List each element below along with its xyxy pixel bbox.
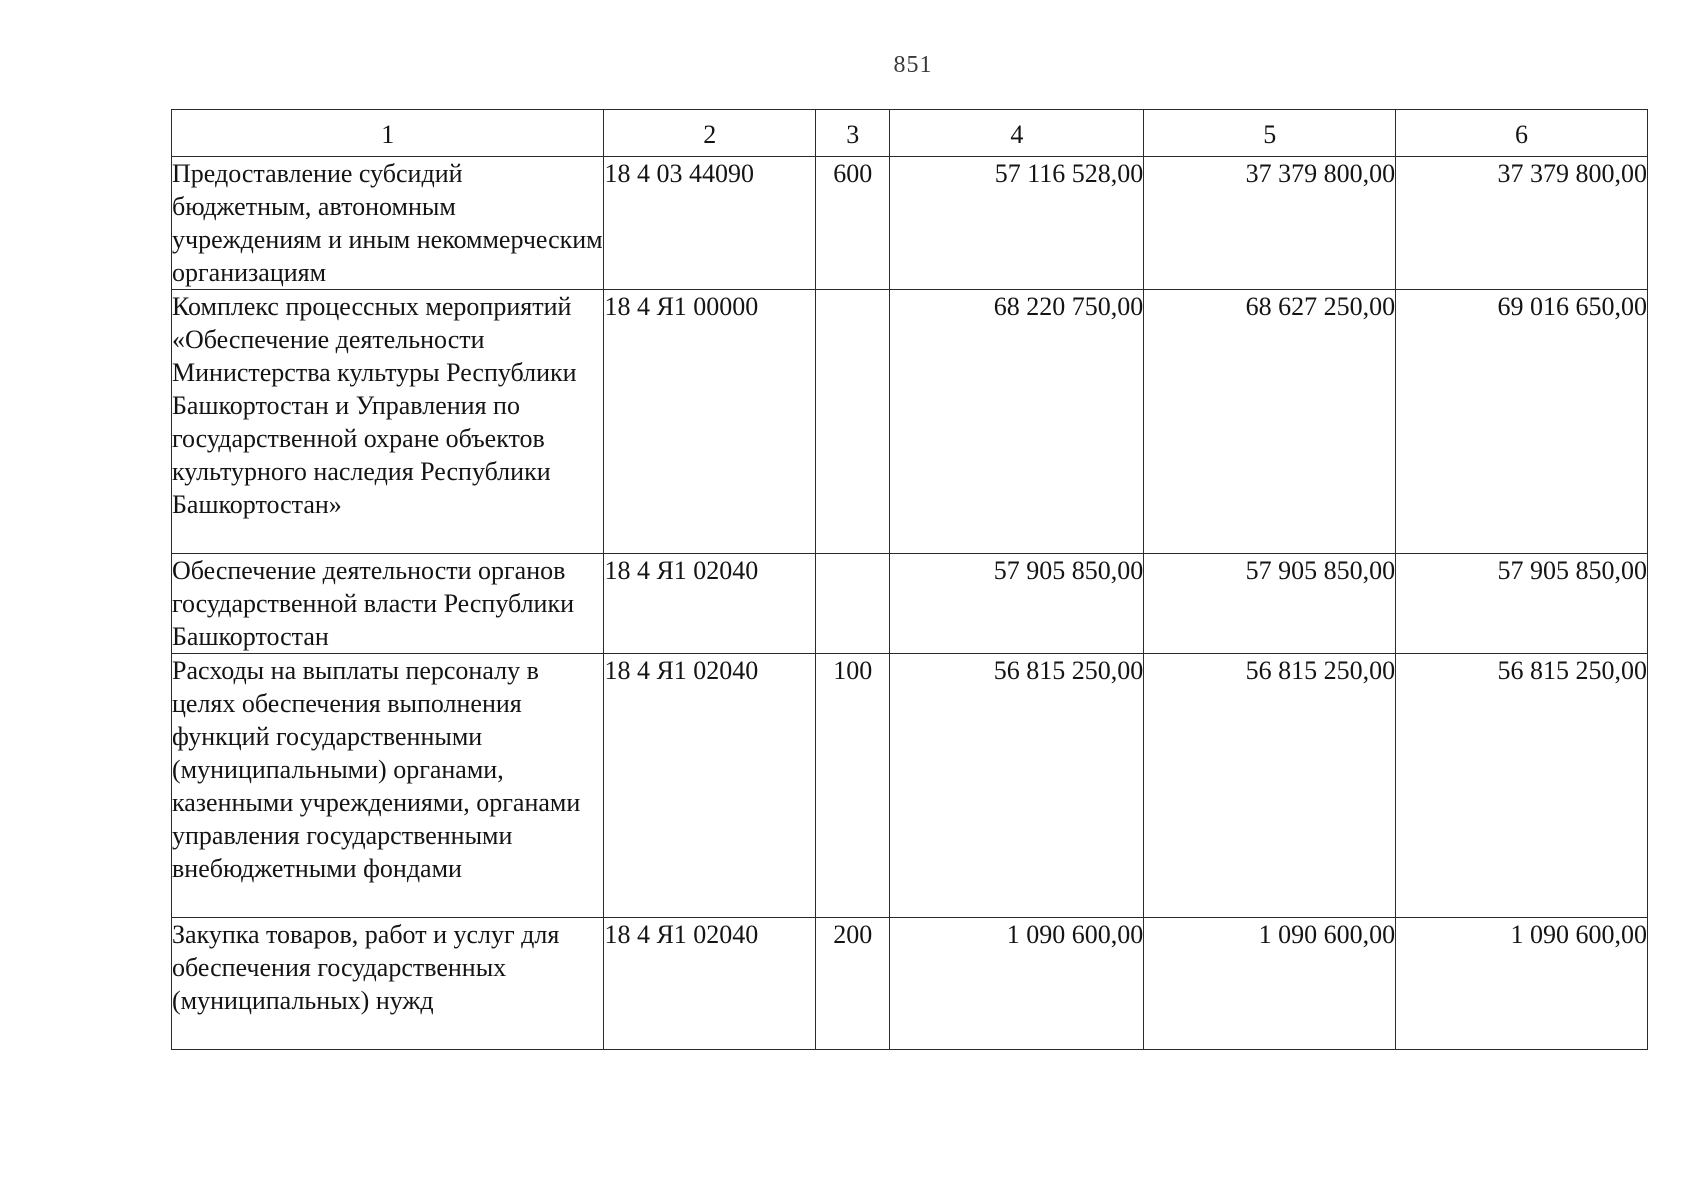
column-header: 1 (172, 110, 604, 157)
table-header (172, 110, 1648, 157)
budget-table (171, 109, 1648, 1050)
row-amount-col5: 1 090 600,00 (1144, 918, 1396, 1050)
row-expense-type: 100 (816, 654, 890, 918)
row-amount-col6: 69 016 650,00 (1396, 290, 1648, 554)
row-code: 18 4 Я1 02040 (604, 654, 816, 918)
column-header: 3 (816, 110, 890, 157)
header-row (172, 110, 1648, 157)
row-description: Предоставление субсидий бюджетным, автономным учреждениям и иным некоммерческим организациям (172, 157, 604, 290)
row-description: Закупка товаров, работ и услуг для обеспечения государственных (муниципальных) нужд (172, 918, 604, 1050)
column-header: 5 (1144, 110, 1396, 157)
row-amount-col5: 57 905 850,00 (1144, 554, 1396, 654)
row-amount-col4: 57 905 850,00 (890, 554, 1144, 654)
table-row (172, 918, 1648, 1050)
row-code: 18 4 Я1 02040 (604, 918, 816, 1050)
row-code: 18 4 Я1 02040 (604, 554, 816, 654)
row-amount-col6: 57 905 850,00 (1396, 554, 1648, 654)
row-code: 18 4 Я1 00000 (604, 290, 816, 554)
row-expense-type: 200 (816, 918, 890, 1050)
row-amount-col6: 56 815 250,00 (1396, 654, 1648, 918)
row-description: Комплекс процессных мероприятий «Обеспечение деятельности Министерства культуры Республики Башкортостан и Управления по государственной охране объектов культурного наследия Республики Башкортостан» (172, 290, 604, 554)
row-description: Обеспечение деятельности органов государственной власти Республики Башкортостан (172, 554, 604, 654)
table-row (172, 290, 1648, 554)
column-header: 6 (1396, 110, 1648, 157)
page-number: 851 (893, 52, 933, 78)
row-amount-col4: 1 090 600,00 (890, 918, 1144, 1050)
row-amount-col5: 56 815 250,00 (1144, 654, 1396, 918)
row-expense-type (816, 554, 890, 654)
row-amount-col5: 68 627 250,00 (1144, 290, 1396, 554)
row-amount-col5: 37 379 800,00 (1144, 157, 1396, 290)
row-amount-col4: 57 116 528,00 (890, 157, 1144, 290)
table-row (172, 157, 1648, 290)
row-amount-col4: 68 220 750,00 (890, 290, 1144, 554)
column-header: 4 (890, 110, 1144, 157)
table-row (172, 654, 1648, 918)
row-amount-col6: 1 090 600,00 (1396, 918, 1648, 1050)
row-code: 18 4 03 44090 (604, 157, 816, 290)
row-amount-col4: 56 815 250,00 (890, 654, 1144, 918)
table-body (172, 157, 1648, 1050)
table-row (172, 554, 1648, 654)
row-description: Расходы на выплаты персоналу в целях обеспечения выполнения функций государственными (муниципальными) органами, казенными учреждениями, органами управления государственными внебюджетными фондами (172, 654, 604, 918)
row-expense-type: 600 (816, 157, 890, 290)
row-amount-col6: 37 379 800,00 (1396, 157, 1648, 290)
row-expense-type (816, 290, 890, 554)
column-header: 2 (604, 110, 816, 157)
